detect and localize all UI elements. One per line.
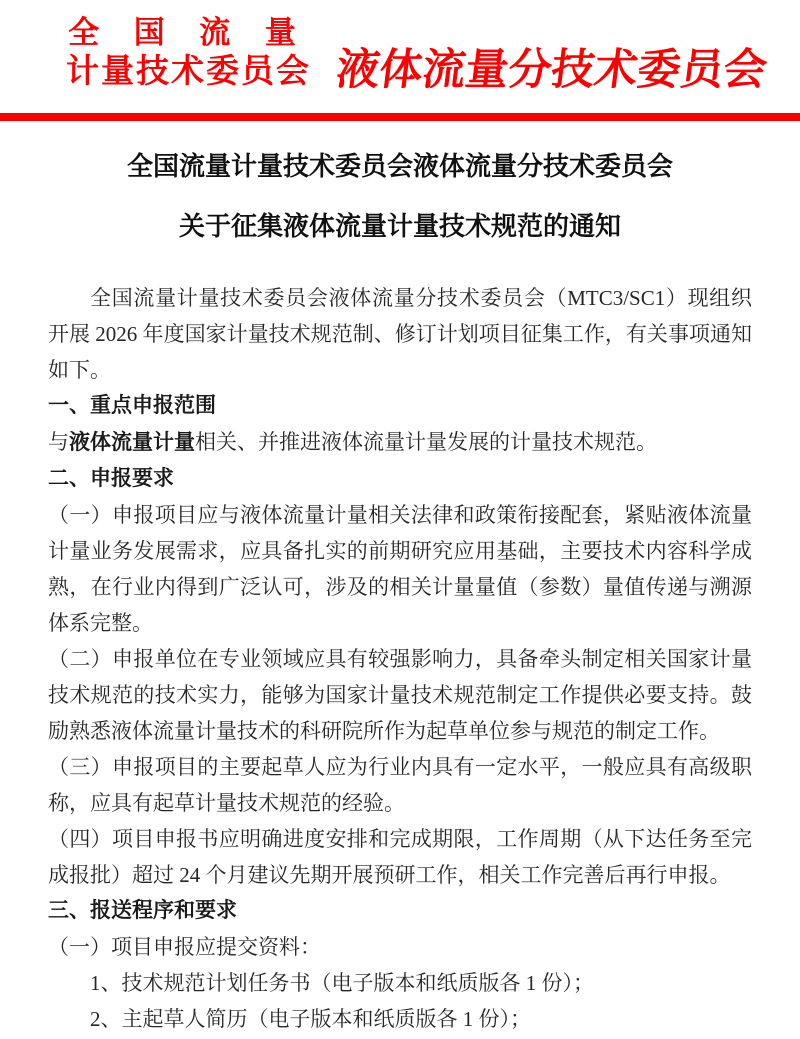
org-name-parent-line2: 计量技术委员会 — [66, 52, 311, 89]
section2-paragraph-2: （二）申报单位在专业领域应具有较强影响力，具备牵头制定相关国家计量技术规范的技术实力，能够为国家计量技术规范制定工作提供必要支持。鼓励熟悉液体流量计量技术的科研院所作为起草单位参与规范的制定工作。 — [48, 647, 752, 743]
scope-suffix: 相关、并推进液体流量计量发展的计量技术规范。 — [195, 430, 657, 454]
document-body — [0, 280, 800, 1037]
document-title-line1: 全国流量计量技术委员会液体流量分技术委员会 — [126, 151, 673, 181]
section1-heading: 一、重点申报范围 — [48, 394, 216, 417]
letterhead — [0, 0, 800, 97]
intro-paragraph: 全国流量计量技术委员会液体流量分技术委员会（MTC3/SC1）现组织开展 2026 年度国家计量技术规范制、修订计划项目征集工作，有关事项通知如下。 — [48, 286, 752, 382]
org-name-parent-committee — [66, 14, 311, 90]
scope-prefix: 与 — [48, 430, 69, 454]
document-title — [0, 146, 800, 243]
section2-paragraph-3: （三）申报项目的主要起草人应为行业内具有一定水平，一般应具有高级职称，应具有起草计量技术规范的经验。 — [48, 755, 752, 815]
section2-paragraph-1: （一）申报项目应与液体流量计量相关法律和政策衔接配套，紧贴液体流量计量业务发展需求，应具备扎实的前期研究应用基础，主要技术内容科学成熟，在行业内得到广泛认可，涉及的相关计量量值（参数）量值传递与溯源体系完整。 — [48, 503, 752, 635]
org-name-parent-line1: 全 国 流 量 — [68, 15, 309, 50]
section2-paragraph-4: （四）项目申报书应明确进度安排和完成期限，工作周期（从下达任务至完成报批）超过 24 个月建议先期开展预研工作，相关工作完善后再行申报。 — [48, 827, 752, 887]
red-divider-rule — [0, 113, 800, 121]
section3-heading: 三、报送程序和要求 — [48, 899, 237, 922]
section3-lead: （一）项目申报应提交资料： — [48, 935, 321, 959]
section1-scope-line — [48, 424, 752, 461]
scope-bold-term: 液体流量计量 — [69, 431, 195, 454]
section3-item-2: 2、主起草人简历（电子版本和纸质版各 1 份）； — [90, 1007, 531, 1031]
document-title-line2: 关于征集液体流量计量技术规范的通知 — [178, 211, 621, 241]
section2-heading: 二、申报要求 — [48, 467, 174, 490]
section3-item-1: 1、技术规范计划任务书（电子版本和纸质版各 1 份）； — [90, 971, 594, 995]
org-name-subcommittee: 液体流量分技术委员会 — [333, 46, 770, 94]
